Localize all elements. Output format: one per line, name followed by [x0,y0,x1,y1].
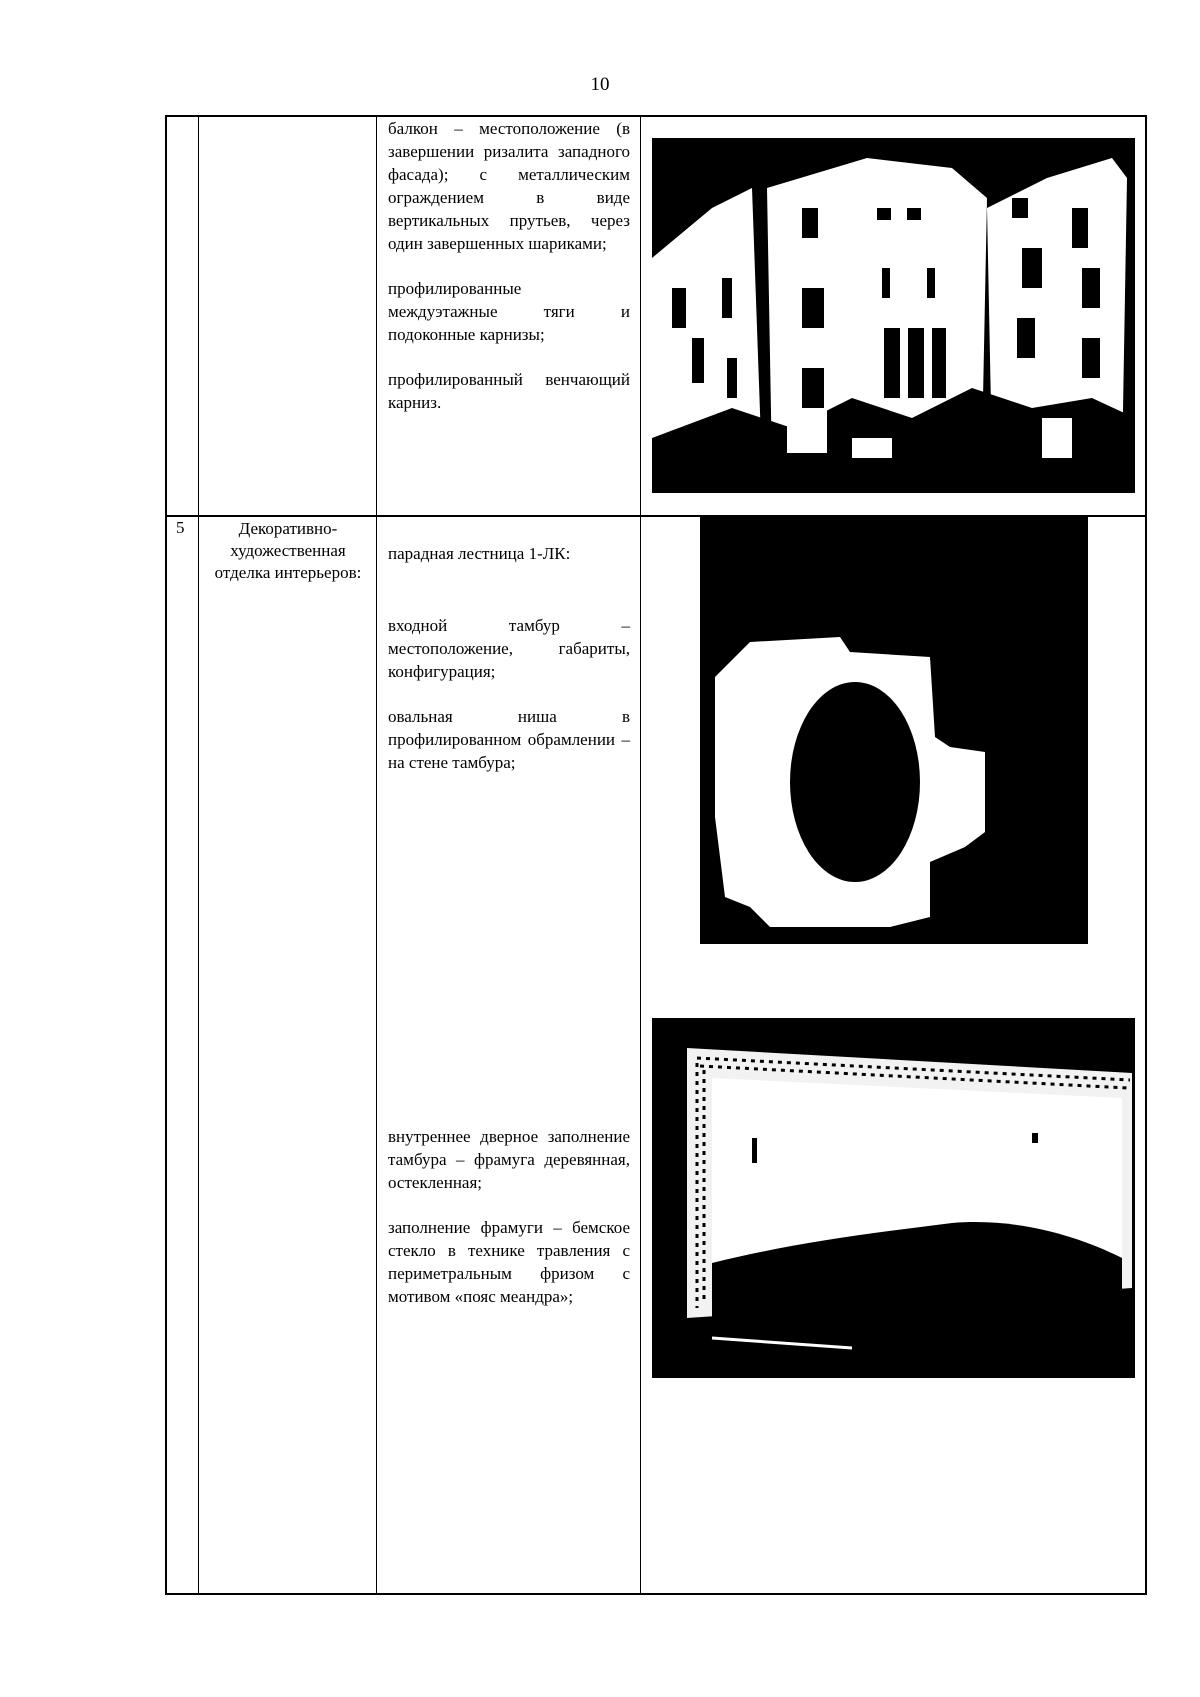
table-column-divider [640,115,641,1595]
table-border-right [1145,115,1147,1595]
page-number: 10 [590,74,610,95]
table-border-bottom [165,1593,1147,1595]
description-block: парадная лестница 1-ЛК: [388,544,571,563]
building-facade-photo [652,138,1135,493]
table-border-left [165,115,167,1595]
section-title: Декоративно-художественная отделка интерьеров: [214,519,362,582]
row-description [388,1125,630,1308]
oval-niche-photo [700,517,1088,944]
transom-glass-photo [652,1018,1135,1378]
description-block: профилированные междуэтажные тяги и подоконные карнизы; [388,279,630,344]
description-block: внутреннее дверное заполнение тамбура – фрамуга деревянная, остекленная; [388,1127,630,1192]
row-number: 5 [176,518,185,537]
description-block: овальная ниша в профилированном обрамлении – на стене тамбура; [388,707,630,772]
description-block: заполнение фрамуги – бемское стекло в технике травления с периметральным фризом с мотивом «пояс меандра»; [388,1218,630,1306]
table-column-divider [376,115,377,1595]
table-border-top [165,115,1147,117]
description-block: профилированный венчающий карниз. [388,370,630,412]
table-column-divider [198,115,199,1595]
row-description [388,542,630,774]
row-description [388,117,630,414]
description-block: балкон – местоположение (в завершении ризалита западного фасада); с металлическим ограждением в виде вертикальных прутьев, через один завершенных шариками; [388,119,630,253]
description-block: входной тамбур – местоположение, габариты, конфигурация; [388,616,630,681]
